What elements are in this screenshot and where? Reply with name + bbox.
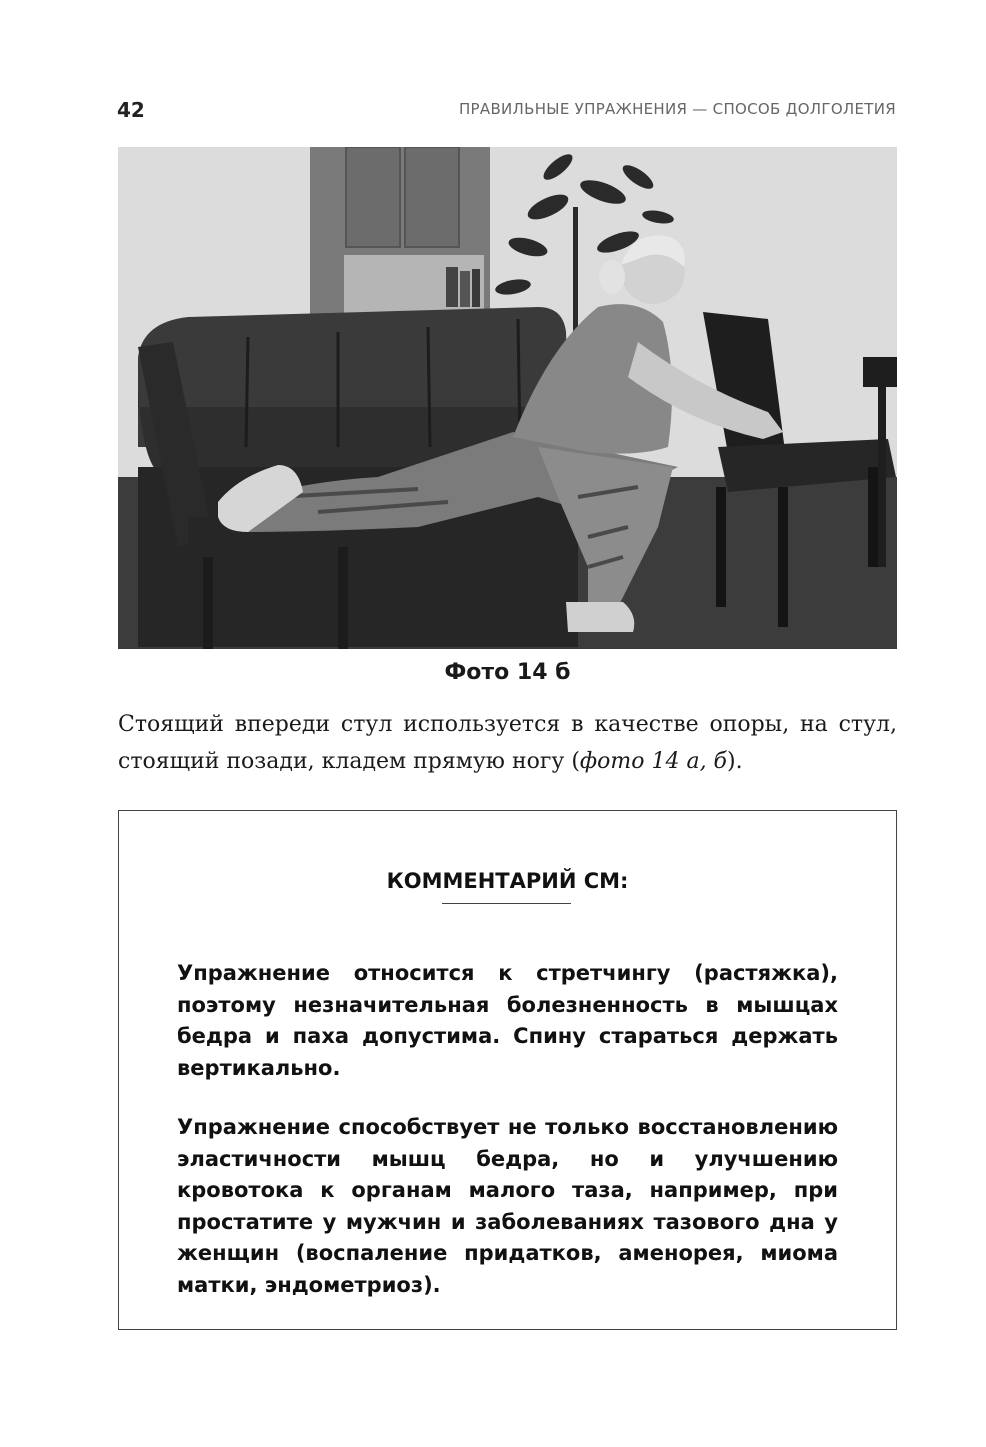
comment-title: КОММЕНТАРИЙ СМ:	[386, 869, 629, 893]
comment-paragraph-2: Упражнение способствует не только восстановлению эластичности мышц бедра, но и улучшению кровотока к органам малого таза, например, при простатите у мужчин и заболеваниях тазового дна у женщин (воспаление придатков, аменорея, миома матки, эндометриоз).	[177, 1115, 838, 1297]
body-paragraph	[118, 706, 897, 780]
comment-box	[118, 810, 897, 1330]
body-text-end: ).	[727, 749, 743, 774]
body-text-main: Стоящий впереди стул используется в качестве опоры, на стул, стоящий позади, кладем прямую ногу (	[118, 712, 897, 774]
figure-caption: Фото 14 б	[444, 660, 571, 685]
exercise-photo	[118, 147, 897, 649]
comment-paragraph-1: Упражнение относится к стретчингу (растяжка), поэтому незначительная болезненность в мышцах бедра и паха допустима. Спину стараться держать вертикально.	[177, 961, 838, 1080]
photo-reference: фото 14 а, б	[579, 749, 727, 774]
comment-divider	[442, 903, 571, 904]
page-number: 42	[117, 98, 145, 122]
running-head: ПРАВИЛЬНЫЕ УПРАЖНЕНИЯ — СПОСОБ ДОЛГОЛЕТИЯ	[458, 100, 896, 118]
photo-illustration	[118, 147, 897, 649]
